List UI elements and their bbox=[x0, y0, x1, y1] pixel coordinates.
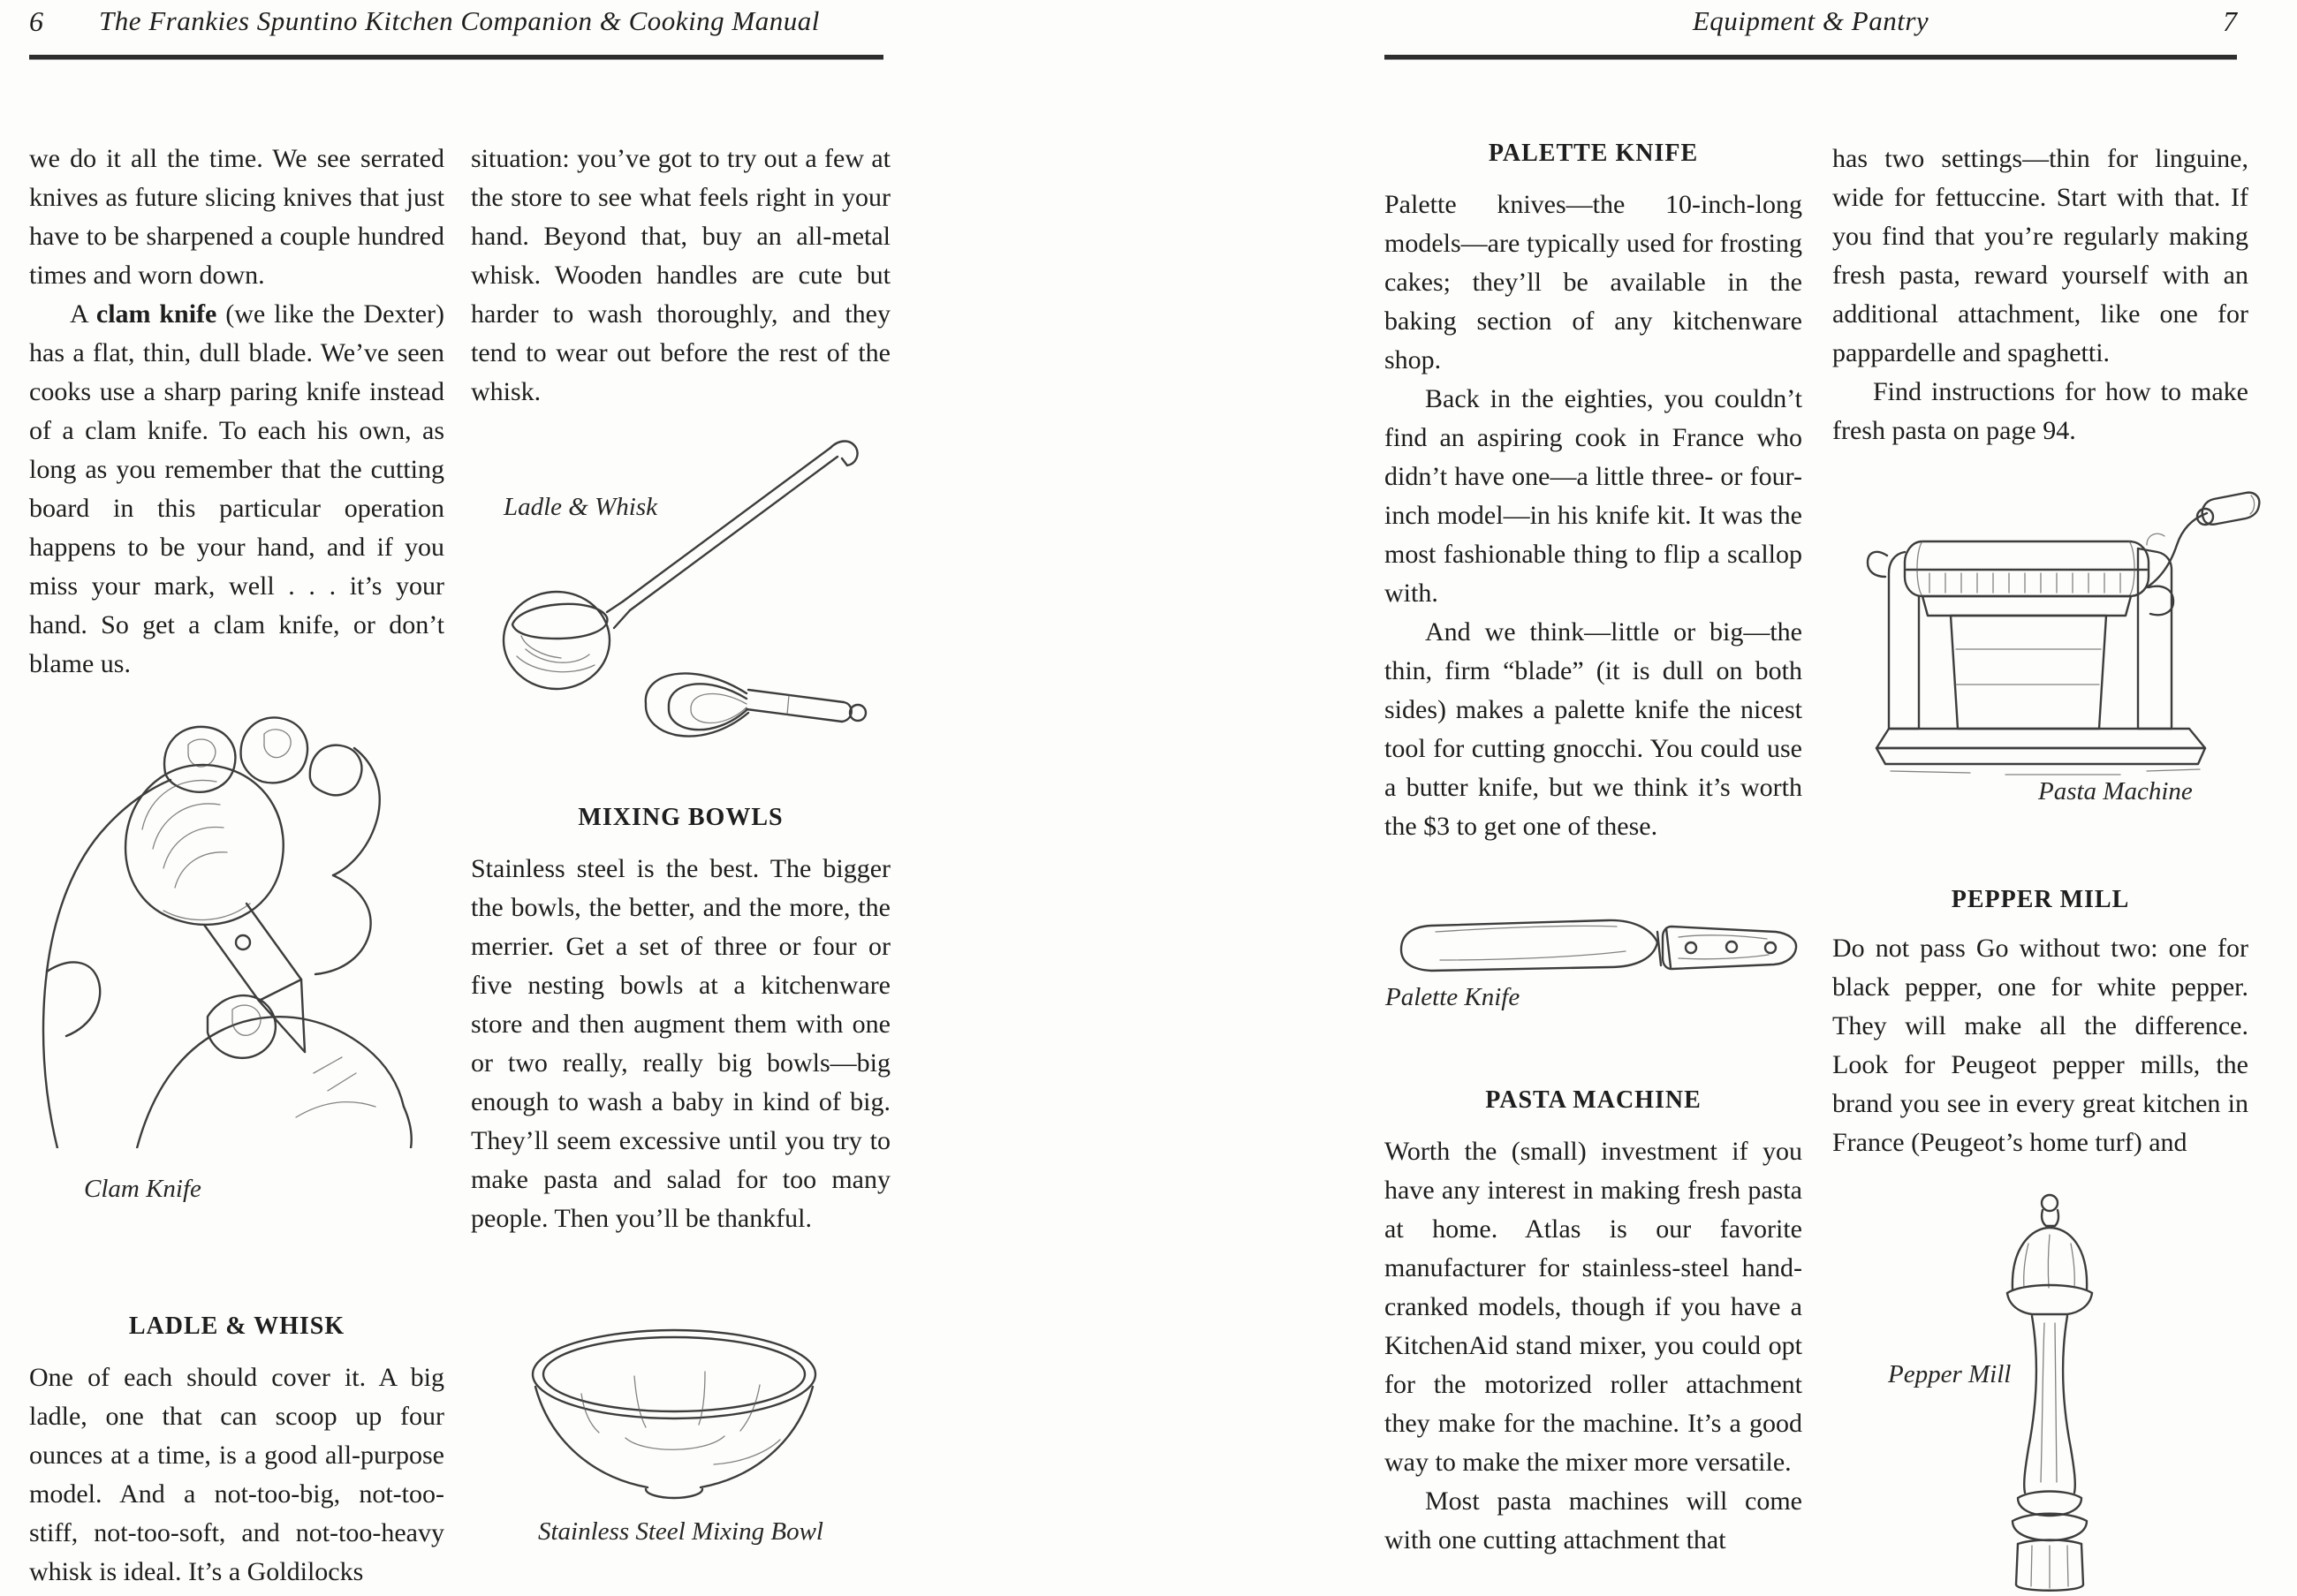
bold-term: clam knife bbox=[95, 299, 217, 329]
mixing-bowl-caption: Stainless Steel Mixing Bowl bbox=[538, 1517, 823, 1546]
left-header-rule bbox=[29, 55, 883, 60]
paragraph: Do not pass Go without two: one for black pepper, one for white pepper. They will make all the difference. Look for Peugeot pepper mills, the brand you see in every great kitchen in France (Peugeot’s home turf) and bbox=[1832, 934, 2248, 1157]
pasta-machine-drawing bbox=[1838, 464, 2262, 782]
right-running-title: Equipment & Pantry bbox=[1692, 5, 1929, 36]
mixing-bowls-heading: MIXING BOWLS bbox=[578, 804, 784, 831]
paragraph: Worth the (small) investment if you have any interest in making fresh pasta at home. Atlas is our favorite manufacturer for stainless-steel hand-cranked models, though if you have a KitchenAid stand mixer, you could opt for the motorized roller attachment they make for the machine. It’s a good way to make the mixer more versatile. bbox=[1384, 1137, 1802, 1477]
mixing-bowl-illustration bbox=[528, 1323, 820, 1504]
paragraph: One of each should cover it. A big ladle, one that can scoop up four ounces at a time, is a good all-purpose model. And a not-too-big, not-too-stiff, not-too-soft, and not-too-heavy whisk is ideal. It’s a Goldilocks bbox=[29, 1363, 444, 1586]
text-run: A bbox=[70, 299, 96, 329]
palette-knife-caption: Palette Knife bbox=[1385, 983, 1520, 1011]
ladle-whisk-caption: Ladle & Whisk bbox=[504, 493, 657, 521]
ladle-whisk-illustration bbox=[490, 428, 901, 777]
paragraph: we do it all the time. We see serrated knives as future slicing knives that just have to be sharpened a couple hundred times and worn down. bbox=[29, 144, 444, 290]
paragraph: Find instructions for how to make fresh pasta on page 94. bbox=[1832, 377, 2248, 445]
paragraph: Most pasta machines will come with one cutting attachment that bbox=[1384, 1486, 1802, 1554]
paragraph: has two settings—thin for linguine, wide for fettuccine. Start with that. If you find that you’re regularly making fresh pasta, reward yourself with an additional attachment, like one for pappardelle and spaghetti. bbox=[1832, 144, 2248, 367]
column-2-text-2 bbox=[471, 850, 891, 1238]
ladle-whisk-heading: LADLE & WHISK bbox=[128, 1312, 345, 1340]
pepper-mill-heading: PEPPER MILL bbox=[1951, 886, 2130, 913]
right-header-rule bbox=[1384, 55, 2237, 60]
left-running-title: The Frankies Spuntino Kitchen Companion & Cooking Manual bbox=[99, 5, 820, 36]
column-4-text bbox=[1832, 140, 2248, 450]
pasta-machine-heading: PASTA MACHINE bbox=[1485, 1086, 1702, 1114]
column-3-text bbox=[1384, 185, 1802, 846]
pasta-machine-caption: Pasta Machine bbox=[2038, 777, 2193, 806]
pepper-mill-illustration bbox=[1986, 1191, 2119, 1596]
pepper-mill-caption: Pepper Mill bbox=[1888, 1360, 2012, 1388]
text-run: (we like the Dexter) has a flat, thin, dull blade. We’ve seen cooks use a sharp paring knife instead of a clam knife. To each his own, as long as you remember that the cutting board in this particular operation happens to be your hand, and if you miss your mark, well . . . it’s your hand. So get a clam knife, or don’t blame us. bbox=[29, 299, 445, 678]
paragraph: Back in the eighties, you couldn’t find an aspiring cook in France who didn’t have one—a little three- or four-inch model—in his knife kit. It was the most fashionable thing to flip a scallop with. bbox=[1384, 384, 1802, 608]
palette-knife-drawing bbox=[1387, 914, 1802, 985]
palette-knife-illustration bbox=[1387, 914, 1802, 985]
left-page-number: 6 bbox=[29, 5, 43, 37]
column-1-text-2 bbox=[29, 1358, 444, 1592]
paragraph: situation: you’ve got to try out a few at the store to see what feels right in your hand. Beyond that, buy an all-metal whisk. Wooden handles are cute but harder to wash thoroughly, and they tend to wear out before the rest of the whisk. bbox=[471, 144, 891, 406]
clam-knife-drawing bbox=[31, 702, 451, 1148]
column-3-text-2 bbox=[1384, 1132, 1802, 1560]
right-page-number: 7 bbox=[2223, 5, 2237, 37]
column-2-text bbox=[471, 140, 891, 412]
pasta-machine-illustration bbox=[1838, 464, 2262, 782]
column-1-text bbox=[29, 140, 444, 684]
pepper-mill-drawing bbox=[1986, 1191, 2119, 1596]
paragraph: Palette knives—the 10-inch-long models—are typically used for frosting cakes; they’ll be available in the baking section of any kitchenware shop. bbox=[1384, 190, 1802, 374]
paragraph: Stainless steel is the best. The bigger the bowls, the better, and the more, the merrier. Get a set of three or four or five nesting bowls at a kitchenware store and then augment them with one or two really, really big bowls—big enough to wash a baby in kind of big. They’ll seem excessive until you try to make pasta and salad for too many people. Then you’ll be thankful. bbox=[471, 854, 891, 1233]
stainless-steel-mixing-bowl-drawing bbox=[528, 1323, 820, 1504]
clam-knife-illustration bbox=[31, 702, 451, 1148]
paragraph: And we think—little or big—the thin, firm “blade” (it is dull on both sides) makes a palette knife the nicest tool for cutting gnocchi. You could use a butter knife, but we think it’s worth the $3 to get one of these. bbox=[1384, 617, 1802, 841]
clam-knife-caption: Clam Knife bbox=[84, 1175, 201, 1203]
column-4-text-2 bbox=[1832, 929, 2248, 1162]
ladle-and-whisk-drawing bbox=[490, 428, 901, 777]
paragraph bbox=[29, 295, 444, 684]
palette-knife-heading: PALETTE KNIFE bbox=[1488, 140, 1699, 167]
